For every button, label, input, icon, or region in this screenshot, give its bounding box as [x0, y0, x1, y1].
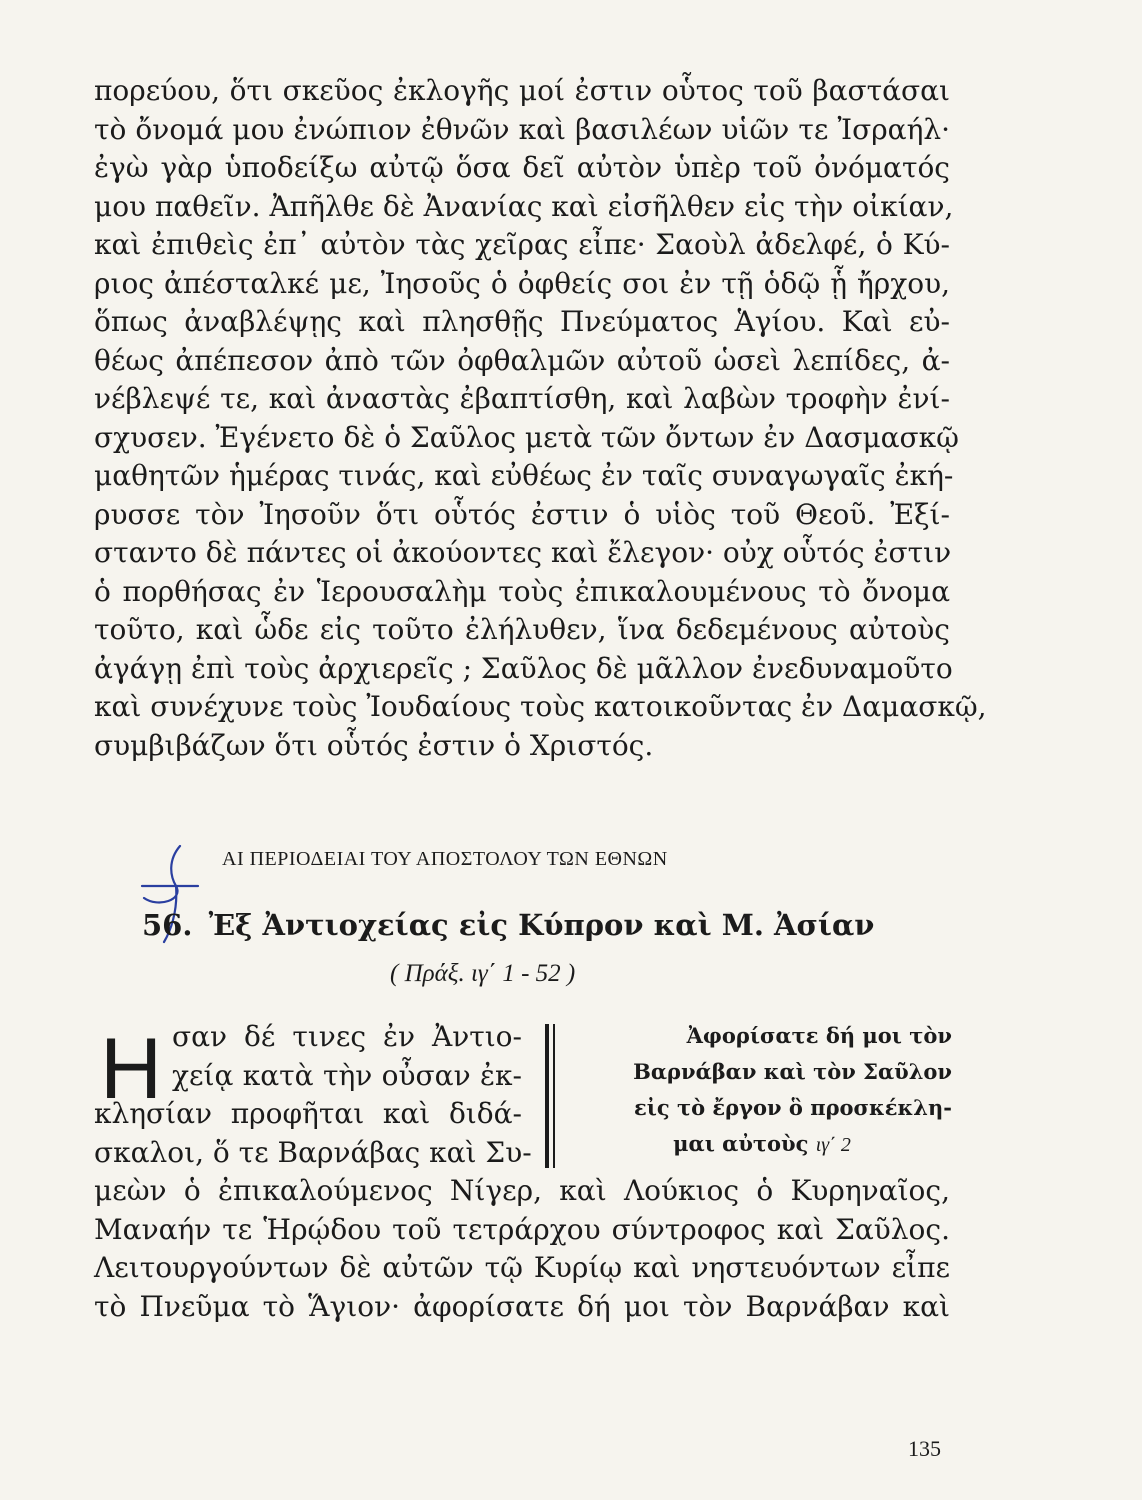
text-line: ὁ πορθήσας ἐν Ἱερουσαλὴμ τοὺς ἐπικαλουμένους τὸ ὄνομα — [94, 574, 950, 608]
text-line: ὅπως ἀναβλέψῃς καὶ πλησθῇς Πνεύματος Ἁγίου. Καὶ εὐ- — [94, 305, 950, 338]
drop-cap: Η — [100, 1021, 163, 1117]
quote-reference: ιγ΄ 2 — [815, 1134, 851, 1156]
text-line: τὸ Πνεῦμα τὸ Ἅγιον· ἀφορίσατε δή μοι τὸν Βαρνάβαν καὶ — [94, 1289, 950, 1323]
column-divider — [553, 1024, 555, 1168]
text-line: σαν δέ τινες ἐν Ἀντιο- — [172, 1020, 522, 1053]
text-line: κλησίαν προφῆται καὶ διδά- — [94, 1097, 522, 1130]
text-line: μου παθεῖν. Ἀπῆλθε δὲ Ἀνανίας καὶ εἰσῆλθεν εἰς τὴν οἰκίαν, — [94, 189, 954, 223]
text-line: ἐγὼ γὰρ ὑποδείξω αὐτῷ ὅσα δεῖ αὐτὸν ὑπὲρ τοῦ ὀνόματός — [94, 151, 950, 184]
chapter-heading — [142, 908, 962, 942]
text-line: ριος ἀπέσταλκέ με, Ἰησοῦς ὁ ὀφθείς σοι ἐν τῇ ὁδῷ ᾗ ἤρχου, — [94, 266, 950, 300]
text-line: καὶ συνέχυνε τοὺς Ἰουδαίους τοὺς κατοικοῦντας ἐν Δαμασκῷ, — [94, 690, 987, 723]
margin-quote — [572, 1018, 952, 1163]
text-line: χείᾳ κατὰ τὴν οὖσαν ἐκ- — [172, 1058, 522, 1092]
left-column-text — [94, 1018, 532, 1172]
text-line: συμβιβάζων ὅτι οὗτός ἐστιν ὁ Χριστός. — [94, 728, 654, 762]
text-line: Μαναήν τε Ἡρῴδου τοῦ τετράρχου σύντροφος καὶ Σαῦλος. — [94, 1212, 950, 1246]
quote-line: μαι αὐτοὺς — [673, 1131, 809, 1156]
text-line: θέως ἀπέπεσον ἀπὸ τῶν ὀφθαλμῶν αὐτοῦ ὡσεὶ λεπίδες, ἀ- — [94, 343, 950, 377]
quote-line: Ἀφορίσατε δή μοι τὸν — [686, 1023, 952, 1048]
section-heading: ΑΙ ΠΕΡΙΟΔΕΙΑΙ ΤΟΥ ΑΠΟΣΤΟΛΟΥ ΤΩΝ ΕΘΝΩΝ — [222, 848, 668, 870]
quote-line-last — [572, 1126, 952, 1163]
chapter-title: Ἐξ Ἀντιοχείας εἰς Κύπρον καὶ Μ. Ἀσίαν — [208, 908, 875, 942]
text-line: μεὼν ὁ ἐπικαλούμενος Νίγερ, καὶ Λούκιος ὁ Κυρηναῖος, — [94, 1174, 950, 1207]
top-paragraph — [94, 72, 987, 765]
text-line: σταντο δὲ πάντες οἱ ἀκούοντες καὶ ἔλεγον· οὐχ οὗτός ἐστιν — [94, 536, 952, 569]
text-line: τοῦτο, καὶ ὧδε εἰς τοῦτο ἐλήλυθεν, ἵνα δεδεμένους αὐτοὺς — [94, 613, 950, 646]
column-divider — [545, 1024, 549, 1168]
text-line: πορεύου, ὅτι σκεῦος ἐκλογῆς μοί ἐστιν οὗτος τοῦ βαστάσαι — [94, 74, 950, 107]
chapter-reference: ( Πράξ. ιγ΄ 1 - 52 ) — [390, 960, 576, 987]
quote-line: εἰς τὸ ἔργον ὃ προσκέκλη- — [633, 1095, 952, 1120]
text-line: σκαλοι, ὅ τε Βαρνάβας καὶ Συ- — [94, 1135, 532, 1169]
text-line: καὶ ἐπιθεὶς ἐπ᾽ αὐτὸν τὰς χεῖρας εἶπε· Σαοὺλ ἀδελφέ, ὁ Κύ- — [94, 228, 950, 261]
text-line: μαθητῶν ἡμέρας τινάς, καὶ εὐθέως ἐν ταῖς συναγωγαῖς ἐκή- — [94, 459, 954, 492]
text-line: νέβλεψέ τε, καὶ ἀναστὰς ἐβαπτίσθη, καὶ λαβὼν τροφὴν ἐνί- — [94, 382, 950, 415]
text-line: Λειτουργούντων δὲ αὐτῶν τῷ Κυρίῳ καὶ νηστευόντων εἶπε — [94, 1251, 950, 1284]
quote-line: Βαρνάβαν καὶ τὸν Σαῦλον — [633, 1059, 952, 1084]
chapter-number: 56. — [142, 908, 193, 942]
bottom-paragraph — [94, 1172, 950, 1326]
text-line: σχυσεν. Ἐγένετο δὲ ὁ Σαῦλος μετὰ τῶν ὄντων ἐν Δασμασκῷ — [94, 420, 960, 454]
text-line: ἀγάγῃ ἐπὶ τοὺς ἀρχιερεῖς ; Σαῦλος δὲ μᾶλλον ἐνεδυναμοῦτο — [94, 651, 953, 685]
text-line: ρυσσε τὸν Ἰησοῦν ὅτι οὗτός ἐστιν ὁ υἱὸς τοῦ Θεοῦ. Ἐξί- — [94, 497, 950, 531]
text-line: τὸ ὄνομά μου ἐνώπιον ἐθνῶν καὶ βασιλέων υἱῶν τε Ἰσραήλ· — [94, 112, 950, 146]
page-number: 135 — [908, 1436, 941, 1461]
